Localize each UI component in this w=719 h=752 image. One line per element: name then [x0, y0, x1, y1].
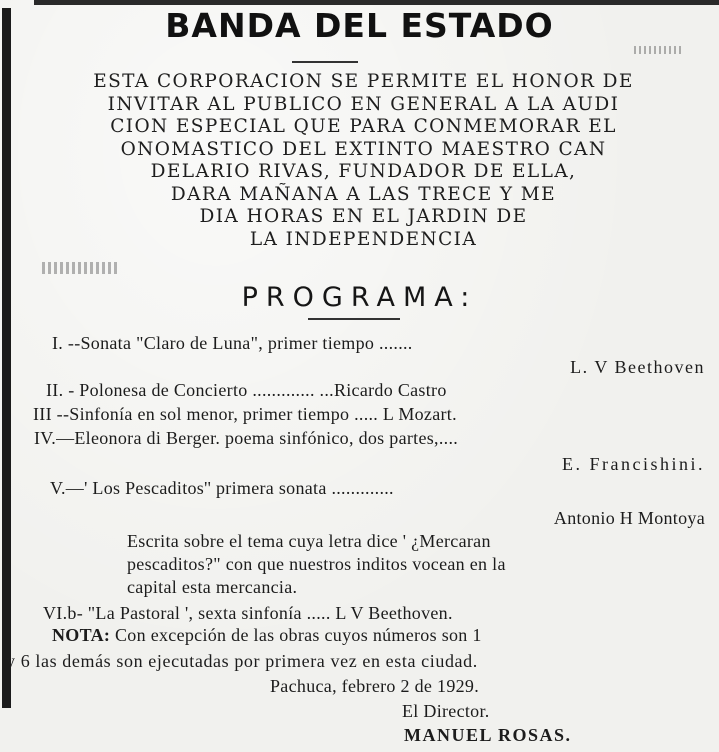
invitation-line: DELARIO RIVAS, FUNDADOR DE ELLA, [150, 161, 577, 182]
invitation-line: DIA HORAS EN EL JARDIN DE [199, 206, 528, 227]
headline-divider [292, 61, 358, 63]
place-date: Pachuca, febrero 2 de 1929. [270, 676, 480, 696]
nota-line-1 [52, 625, 482, 646]
program-item-1-composer: L. V Beethoven [570, 357, 705, 377]
invitation-line: ONOMASTICO DEL EXTINTO MAESTRO CAN [120, 138, 607, 160]
nota-label: NOTA: [52, 625, 111, 645]
top-border-rule [34, 0, 719, 5]
program-item-5-note: pescaditos?" con que nuestros inditos vocean en la [127, 554, 506, 574]
program-item-3: III --Sinfonía en sol menor, primer tiempo ..... L Mozart. [33, 404, 457, 424]
program-item-4: IV.—Eleonora di Berger. poema sinfónico, dos partes,.... [34, 428, 459, 448]
program-item-5: V.—' Los Pescaditos'' primera sonata ............. [50, 478, 394, 498]
invitation-line: CION ESPECIAL QUE PARA CONMEMORAR EL [110, 116, 617, 137]
ink-smudge [42, 262, 120, 274]
director-signature: MANUEL ROSAS. [404, 725, 572, 745]
nota-text: Con excepción de las obras cuyos números son 1 [114, 625, 482, 645]
program-item-1: I. --Sonata "Claro de Luna", primer tiempo ....... [52, 333, 413, 353]
invitation-line: LA INDEPENDENCIA [249, 228, 478, 250]
invitation-text [8, 71, 719, 251]
program-item-6: VI.b- "La Pastoral ', sexta sinfonía ..... L V Beethoven. [43, 603, 453, 623]
headline: BANDA DEL ESTADO [165, 6, 554, 45]
programa-divider [308, 318, 400, 320]
ink-smudge [634, 46, 682, 54]
program-item-2: II. - Polonesa de Concierto ............. ...Ricardo Castro [46, 380, 447, 400]
program-item-5-note: capital esta mercancia. [127, 577, 298, 597]
program-item-4-composer: E. Francishini. [562, 454, 705, 474]
programa-heading: PROGRAMA: [241, 282, 478, 313]
invitation-line: DARA MAÑANA A LAS TRECE Y ME [170, 183, 557, 205]
program-item-5-composer: Antonio H Montoya [553, 508, 705, 528]
program-item-5-note: Escrita sobre el tema cuya letra dice ' ¿Mercaran [127, 531, 491, 551]
nota-line-2: y 6 las demás son ejecutadas por primera vez en esta ciudad. [6, 651, 478, 671]
invitation-line: ESTA CORPORACION SE PERMITE EL HONOR DE [93, 71, 634, 92]
invitation-line: INVITAR AL PUBLICO EN GENERAL A LA AUDI [107, 93, 620, 115]
director-title: El Director. [402, 701, 490, 721]
